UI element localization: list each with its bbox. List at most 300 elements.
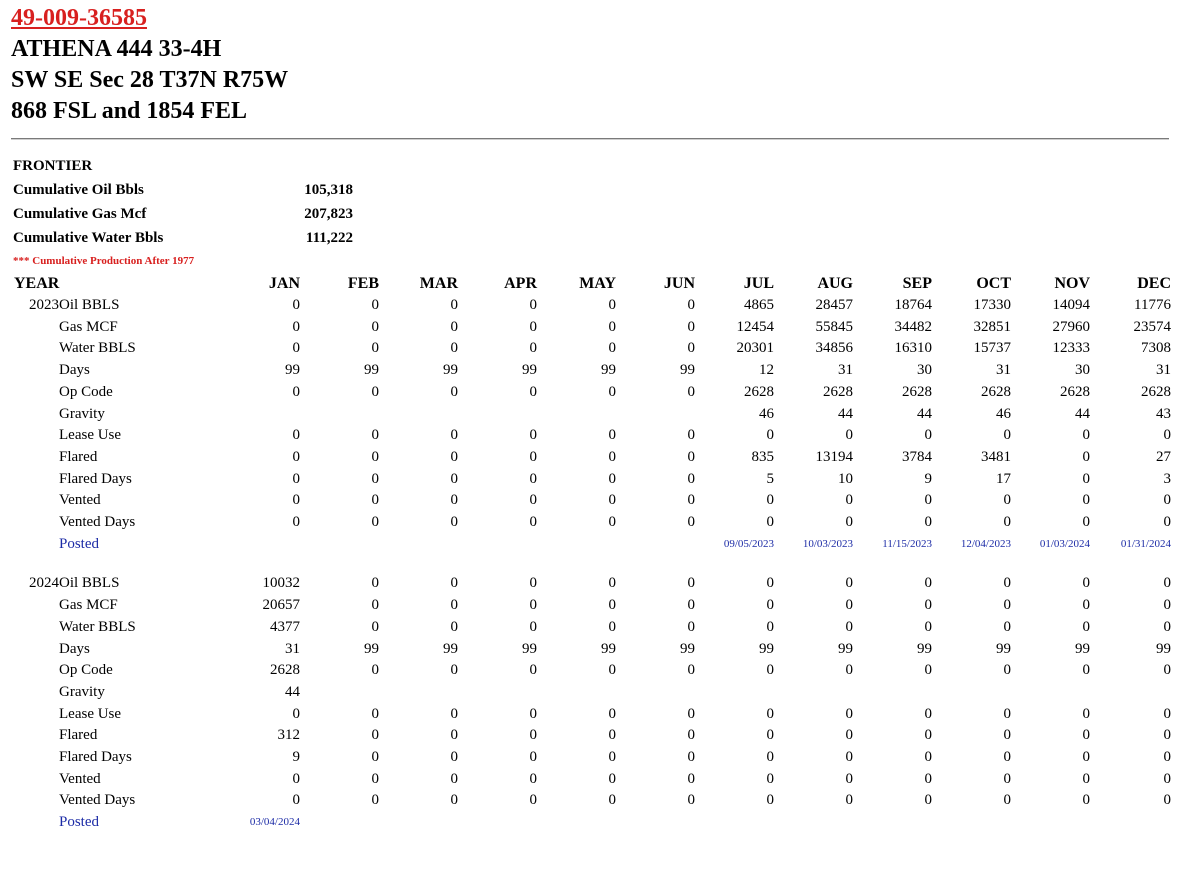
posted-date-cell: 11/15/2023 (882, 537, 932, 550)
value-cell: 18764 (894, 297, 932, 313)
value-cell: 0 (1003, 792, 1011, 809)
value-cell: 20657 (262, 597, 300, 614)
value-cell: 0 (924, 427, 932, 444)
value-cell: 0 (924, 727, 932, 744)
value-cell: 0 (845, 514, 853, 531)
value-cell: 0 (687, 727, 695, 744)
cumulative-water-value: 111,222 (305, 230, 353, 246)
table-row (11, 404, 1171, 426)
value-cell: 0 (450, 770, 458, 787)
value-cell: 0 (1003, 514, 1011, 531)
cumulative-gas-value: 207,823 (304, 206, 353, 222)
value-cell: 0 (371, 340, 379, 357)
value-cell: 0 (1003, 770, 1011, 787)
row-label: Vented (59, 492, 101, 509)
value-cell: 10032 (262, 575, 300, 592)
value-cell: 0 (1003, 727, 1011, 744)
value-cell: 0 (924, 618, 932, 635)
month-header: APR (504, 275, 537, 292)
value-cell: 0 (1163, 514, 1171, 531)
row-label: Water BBLS (59, 618, 136, 635)
value-cell: 0 (371, 318, 379, 335)
value-cell: 0 (687, 770, 695, 787)
table-row (11, 295, 1171, 317)
value-cell: 0 (450, 470, 458, 487)
value-cell: 0 (450, 427, 458, 444)
value-cell: 0 (371, 383, 379, 400)
value-cell: 0 (1082, 470, 1090, 487)
year-cell-empty (11, 639, 59, 661)
value-cell: 0 (529, 318, 537, 335)
value-cell (300, 404, 379, 426)
row-label: Water BBLS (59, 340, 136, 357)
value-cell: 0 (608, 427, 616, 444)
value-cell: 0 (529, 727, 537, 744)
value-cell: 0 (371, 705, 379, 722)
value-cell: 43 (1156, 405, 1171, 422)
value-cell: 0 (687, 618, 695, 635)
value-cell: 0 (529, 705, 537, 722)
value-cell: 0 (1082, 514, 1090, 531)
month-header: SEP (902, 275, 932, 292)
production-table (11, 272, 1171, 834)
value-cell: 99 (680, 362, 695, 379)
value-cell: 31 (838, 362, 853, 379)
month-header: AUG (817, 275, 853, 292)
value-cell: 12333 (1052, 340, 1090, 357)
value-cell: 0 (371, 492, 379, 509)
month-header: MAR (419, 275, 458, 292)
table-row (11, 725, 1171, 747)
well-footage: 868 FSL and 1854 FEL (11, 98, 248, 124)
value-cell (1090, 682, 1171, 704)
table-row (11, 704, 1171, 726)
table-row (11, 338, 1171, 360)
row-label: Gas MCF (59, 597, 118, 614)
header-divider (11, 138, 1169, 140)
value-cell: 0 (371, 514, 379, 531)
production-table-body (11, 295, 1171, 834)
row-label: Lease Use (59, 705, 122, 722)
row-label: Days (59, 362, 90, 379)
value-cell: 0 (450, 792, 458, 809)
value-cell: 0 (1163, 662, 1171, 679)
table-row (11, 790, 1171, 812)
value-cell: 0 (450, 318, 458, 335)
api-number-link[interactable]: 49-009-36585 (11, 5, 147, 31)
value-cell: 0 (924, 792, 932, 809)
value-cell: 0 (371, 575, 379, 592)
value-cell: 0 (1163, 427, 1171, 444)
value-cell: 3481 (981, 448, 1011, 465)
year-cell-empty (11, 725, 59, 747)
value-cell: 0 (1082, 705, 1090, 722)
value-cell: 0 (766, 575, 774, 592)
value-cell: 0 (687, 705, 695, 722)
year-cell-empty (11, 469, 59, 491)
value-cell: 44 (1075, 405, 1090, 422)
value-cell: 27 (1156, 448, 1171, 465)
value-cell: 17330 (973, 297, 1011, 313)
year-cell-empty (11, 769, 59, 791)
month-header: FEB (347, 275, 379, 292)
value-cell: 30 (917, 362, 932, 379)
value-cell: 0 (292, 383, 300, 400)
year-cell-empty (11, 617, 59, 639)
value-cell: 0 (371, 470, 379, 487)
posted-date-cell (379, 812, 458, 834)
value-cell: 0 (608, 792, 616, 809)
value-cell: 12454 (736, 318, 774, 335)
value-cell: 0 (924, 705, 932, 722)
value-cell: 0 (529, 575, 537, 592)
value-cell: 9 (292, 749, 300, 766)
value-cell: 0 (371, 727, 379, 744)
value-cell: 0 (845, 792, 853, 809)
value-cell: 0 (924, 514, 932, 531)
value-cell: 0 (766, 727, 774, 744)
posted-date-cell (458, 812, 537, 834)
value-cell: 0 (292, 448, 300, 465)
value-cell: 0 (529, 770, 537, 787)
posted-date-cell (616, 534, 695, 556)
value-cell: 0 (1163, 770, 1171, 787)
value-cell: 0 (845, 662, 853, 679)
posted-date-cell (853, 812, 932, 834)
value-cell: 0 (529, 383, 537, 400)
table-row (11, 747, 1171, 769)
row-label: Vented Days (59, 514, 136, 531)
value-cell: 46 (759, 405, 774, 422)
value-cell: 0 (608, 770, 616, 787)
table-row (11, 469, 1171, 491)
value-cell: 0 (529, 792, 537, 809)
row-label: Gas MCF (59, 318, 118, 335)
value-cell: 0 (924, 492, 932, 509)
value-cell: 0 (608, 662, 616, 679)
value-cell: 0 (687, 492, 695, 509)
posted-date-cell (300, 534, 379, 556)
value-cell: 99 (443, 362, 458, 379)
value-cell: 0 (292, 492, 300, 509)
value-cell: 0 (450, 383, 458, 400)
value-cell: 0 (608, 618, 616, 635)
value-cell: 0 (529, 427, 537, 444)
value-cell: 0 (1082, 727, 1090, 744)
row-label: Oil BBLS (59, 297, 120, 313)
posted-row (11, 534, 1171, 556)
value-cell: 0 (529, 618, 537, 635)
year-cell-empty (11, 704, 59, 726)
formation-name: FRONTIER (13, 158, 93, 174)
value-cell: 0 (766, 662, 774, 679)
value-cell: 0 (450, 749, 458, 766)
table-row (11, 573, 1171, 595)
value-cell: 0 (371, 597, 379, 614)
value-cell: 3784 (902, 448, 932, 465)
year-cell-empty (11, 812, 59, 834)
value-cell: 0 (924, 597, 932, 614)
value-cell: 44 (285, 683, 300, 700)
row-label: Oil BBLS (59, 575, 120, 592)
value-cell: 0 (608, 575, 616, 592)
spacer-cell (11, 555, 1171, 573)
value-cell: 0 (1082, 492, 1090, 509)
value-cell: 0 (1003, 492, 1011, 509)
value-cell: 0 (1163, 575, 1171, 592)
value-cell: 0 (371, 618, 379, 635)
row-label: Vented (59, 770, 101, 787)
value-cell: 0 (924, 575, 932, 592)
posted-date-cell (300, 812, 379, 834)
value-cell: 55845 (815, 318, 853, 335)
value-cell: 0 (371, 770, 379, 787)
row-label: Op Code (59, 662, 113, 679)
value-cell: 0 (292, 318, 300, 335)
value-cell: 0 (1082, 575, 1090, 592)
value-cell: 0 (1082, 618, 1090, 635)
value-cell: 0 (608, 705, 616, 722)
value-cell: 0 (924, 662, 932, 679)
table-row (11, 595, 1171, 617)
value-cell (458, 682, 537, 704)
value-cell: 0 (687, 749, 695, 766)
value-cell: 2628 (1141, 383, 1171, 400)
value-cell: 34856 (815, 340, 853, 357)
value-cell: 0 (292, 705, 300, 722)
value-cell: 99 (364, 362, 379, 379)
value-cell: 12 (759, 362, 774, 379)
value-cell: 0 (687, 318, 695, 335)
value-cell: 44 (917, 405, 932, 422)
value-cell: 0 (608, 470, 616, 487)
value-cell: 0 (450, 448, 458, 465)
value-cell: 99 (917, 640, 932, 657)
year-cell-empty (11, 790, 59, 812)
value-cell: 0 (845, 427, 853, 444)
year-cell-empty (11, 338, 59, 360)
year-cell-empty (11, 447, 59, 469)
year-cell-empty (11, 512, 59, 534)
value-cell: 0 (529, 514, 537, 531)
value-cell: 0 (292, 470, 300, 487)
value-cell: 31 (285, 640, 300, 657)
value-cell: 14094 (1052, 297, 1090, 313)
value-cell: 99 (1156, 640, 1171, 657)
value-cell (1011, 682, 1090, 704)
value-cell: 0 (766, 427, 774, 444)
value-cell: 0 (1003, 662, 1011, 679)
value-cell: 2628 (902, 383, 932, 400)
posted-label: Posted (59, 814, 100, 831)
value-cell: 0 (1003, 749, 1011, 766)
value-cell: 0 (766, 770, 774, 787)
value-cell: 16310 (894, 340, 932, 357)
posted-date-cell: 10/03/2023 (802, 537, 853, 550)
posted-date-cell (1011, 812, 1090, 834)
value-cell: 5 (766, 470, 774, 487)
value-cell: 27960 (1052, 318, 1090, 335)
value-cell: 0 (845, 618, 853, 635)
value-cell: 0 (1082, 427, 1090, 444)
year-column-header: YEAR (14, 275, 60, 292)
table-row (11, 382, 1171, 404)
value-cell: 0 (1003, 575, 1011, 592)
value-cell: 0 (608, 514, 616, 531)
table-row (11, 447, 1171, 469)
value-cell: 0 (1003, 705, 1011, 722)
value-cell: 0 (687, 575, 695, 592)
value-cell: 0 (529, 297, 537, 313)
value-cell: 32851 (973, 318, 1011, 335)
posted-label: Posted (59, 535, 100, 552)
cumulative-note: *** Cumulative Production After 1977 (13, 255, 195, 267)
value-cell: 0 (292, 514, 300, 531)
cumulative-oil-value: 105,318 (304, 182, 353, 198)
year-cell-empty (11, 682, 59, 704)
value-cell: 0 (371, 792, 379, 809)
posted-date-cell (537, 812, 616, 834)
value-cell: 99 (601, 362, 616, 379)
value-cell: 0 (687, 792, 695, 809)
value-cell: 0 (608, 340, 616, 357)
value-cell: 0 (1163, 705, 1171, 722)
value-cell: 99 (680, 640, 695, 657)
posted-date-cell (774, 812, 853, 834)
value-cell: 0 (766, 597, 774, 614)
posted-date-cell: 01/03/2024 (1039, 537, 1090, 550)
year-cell: 2024 (29, 575, 59, 592)
value-cell: 0 (1082, 749, 1090, 766)
posted-date-cell (695, 812, 774, 834)
value-cell: 0 (924, 770, 932, 787)
month-header: JUN (663, 275, 695, 292)
value-cell: 31 (1156, 362, 1171, 379)
value-cell: 0 (450, 662, 458, 679)
value-cell: 2628 (1060, 383, 1090, 400)
value-cell: 0 (1163, 618, 1171, 635)
value-cell: 312 (277, 727, 300, 744)
value-cell: 0 (687, 427, 695, 444)
posted-row (11, 812, 1171, 834)
value-cell: 0 (608, 492, 616, 509)
value-cell: 15737 (973, 340, 1011, 357)
value-cell: 0 (450, 705, 458, 722)
value-cell: 0 (1082, 792, 1090, 809)
value-cell: 835 (751, 448, 774, 465)
value-cell: 23574 (1133, 318, 1171, 335)
value-cell: 99 (759, 640, 774, 657)
value-cell: 0 (450, 492, 458, 509)
value-cell: 0 (845, 727, 853, 744)
value-cell: 44 (838, 405, 853, 422)
table-row (11, 617, 1171, 639)
row-label: Flared Days (59, 749, 132, 766)
value-cell: 99 (364, 640, 379, 657)
row-label: Flared (59, 727, 98, 744)
value-cell (616, 404, 695, 426)
row-label: Gravity (59, 683, 105, 700)
well-location: SW SE Sec 28 T37N R75W (11, 67, 289, 93)
value-cell: 0 (845, 492, 853, 509)
value-cell: 0 (687, 662, 695, 679)
value-cell: 0 (924, 749, 932, 766)
value-cell: 0 (687, 383, 695, 400)
value-cell: 0 (687, 340, 695, 357)
value-cell: 0 (1082, 597, 1090, 614)
value-cell: 0 (687, 297, 695, 313)
value-cell: 0 (845, 770, 853, 787)
value-cell: 0 (529, 662, 537, 679)
value-cell: 0 (1003, 597, 1011, 614)
value-cell: 0 (1163, 749, 1171, 766)
value-cell: 0 (687, 514, 695, 531)
value-cell: 0 (450, 597, 458, 614)
table-row (11, 512, 1171, 534)
month-header: DEC (1137, 275, 1171, 292)
table-row (11, 639, 1171, 661)
value-cell: 0 (766, 749, 774, 766)
value-cell: 0 (766, 618, 774, 635)
row-label: Lease Use (59, 427, 122, 444)
value-cell: 0 (529, 597, 537, 614)
value-cell: 7308 (1141, 340, 1171, 357)
posted-date-cell (932, 812, 1011, 834)
value-cell: 0 (1003, 427, 1011, 444)
value-cell: 0 (608, 727, 616, 744)
value-cell (379, 682, 458, 704)
value-cell: 0 (1163, 492, 1171, 509)
cumulative-oil-label: Cumulative Oil Bbls (13, 182, 144, 198)
value-cell: 0 (845, 597, 853, 614)
value-cell: 10 (838, 470, 853, 487)
value-cell (932, 682, 1011, 704)
value-cell: 99 (443, 640, 458, 657)
value-cell (537, 404, 616, 426)
row-label: Flared Days (59, 470, 132, 487)
value-cell: 99 (838, 640, 853, 657)
value-cell: 0 (371, 749, 379, 766)
value-cell: 0 (687, 597, 695, 614)
value-cell: 99 (522, 362, 537, 379)
value-cell: 0 (450, 575, 458, 592)
value-cell: 0 (845, 705, 853, 722)
row-label: Gravity (59, 405, 105, 422)
value-cell: 4865 (744, 297, 774, 313)
value-cell: 0 (371, 297, 379, 313)
posted-date-cell (379, 534, 458, 556)
year-cell-empty (11, 425, 59, 447)
value-cell: 0 (687, 470, 695, 487)
month-header: MAY (579, 275, 616, 292)
table-row (11, 317, 1171, 339)
value-cell: 0 (529, 470, 537, 487)
value-cell: 0 (845, 575, 853, 592)
value-cell: 0 (292, 427, 300, 444)
posted-date-cell (1090, 812, 1171, 834)
value-cell (199, 404, 300, 426)
posted-date-cell: 01/31/2024 (1120, 537, 1171, 550)
value-cell: 0 (529, 448, 537, 465)
value-cell: 11776 (1134, 297, 1171, 313)
month-header: JAN (268, 275, 300, 292)
value-cell: 0 (687, 448, 695, 465)
table-row (11, 769, 1171, 791)
posted-date-cell (537, 534, 616, 556)
year-cell-empty (11, 360, 59, 382)
row-label: Flared (59, 448, 98, 465)
value-cell: 0 (766, 514, 774, 531)
